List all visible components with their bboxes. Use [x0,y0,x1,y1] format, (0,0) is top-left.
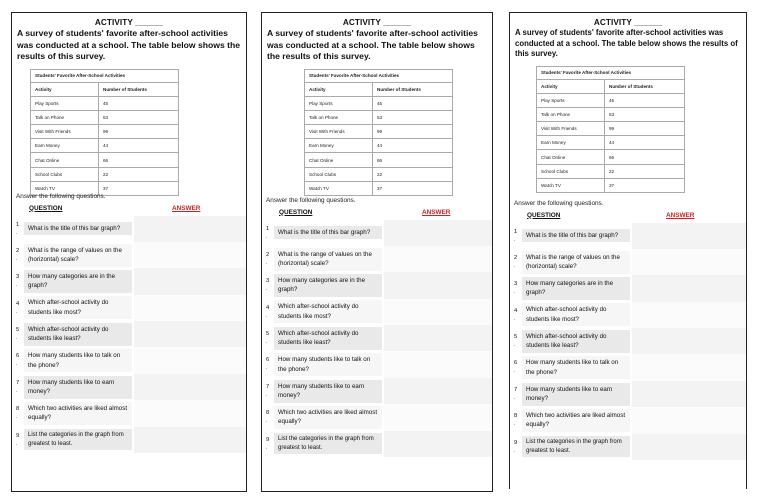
number-dot: . [514,236,516,243]
question-row [262,404,492,430]
count-cell: 53 [605,107,685,121]
question-number [262,356,274,371]
activity-cell: Visit With Friends [305,125,373,139]
worksheet-panel-3 [509,12,747,489]
column-header-count: Number of Students [605,79,685,93]
answer-space[interactable] [384,272,492,298]
table-row [305,139,453,153]
question-row [510,354,746,380]
question-number-label: 7 [266,383,270,390]
number-dot: . [16,335,18,342]
question-number-label: 7 [16,379,20,386]
activity-cell: Talk on Phone [31,110,99,124]
question-text: List the categories in the graph from greatest to least. [522,436,630,457]
count-cell: 45 [99,96,179,110]
question-number [12,221,24,236]
answer-space[interactable] [384,220,492,246]
count-cell: 45 [373,96,453,110]
number-dot: . [266,339,268,346]
activity-cell: Watch TV [537,178,605,192]
question-row [510,275,746,301]
question-row [262,299,492,325]
answer-header: ANSWER [172,204,201,212]
question-list [12,216,246,454]
column-header-count: Number of Students [373,82,453,96]
question-header: QUESTION [279,208,313,216]
question-number [510,412,522,427]
table-row [537,122,685,136]
question-row [12,347,246,373]
question-number-label: 6 [514,360,518,367]
activity-cell: Visit With Friends [31,125,99,139]
question-number [12,379,24,394]
answer-space[interactable] [384,246,492,272]
count-cell: 44 [605,136,685,150]
question-answer-header [262,206,492,218]
question-text: Which after-school activity do students like least? [24,323,132,346]
question-number [262,383,274,398]
question-number [510,280,522,295]
question-text: How many categories are in the graph? [274,274,382,297]
question-number [262,409,274,424]
number-dot: . [514,342,516,349]
question-number-label: 3 [16,274,20,281]
survey-intro: A survey of students' favorite after-school activities was conducted at a school. The table below shows the results of this survey. [267,28,478,61]
question-answer-header [12,202,246,214]
question-number [510,439,522,454]
answer-space[interactable] [632,354,746,380]
count-cell: 66 [373,153,453,167]
question-number-label: 7 [514,386,518,393]
column-header-activity: Activity [31,82,99,96]
table-row [537,136,685,150]
question-number [12,432,24,447]
question-row [12,268,246,294]
count-cell: 99 [373,125,453,139]
question-number-label: 2 [266,251,270,258]
question-number [510,333,522,348]
number-dot: . [514,289,516,296]
table-row [31,139,179,153]
question-row [262,246,492,272]
activity-cell: Earn Money [31,139,99,153]
count-cell: 53 [99,110,179,124]
survey-table [536,66,685,194]
question-text: How many students like to earn money? [24,376,132,399]
question-text: What is the title of this bar graph? [24,222,132,236]
question-text: List the categories in the graph from greatest to least. [274,433,382,454]
question-number-label: 1 [514,228,518,235]
answer-space[interactable] [632,249,746,275]
question-number [262,304,274,319]
answer-space[interactable] [134,427,246,453]
question-number-label: 8 [16,406,20,413]
question-number-label: 9 [16,432,20,439]
instructions: Answer the following questions. [514,199,604,207]
question-number-label: 2 [16,247,20,254]
table-row [31,125,179,139]
number-dot: . [16,361,18,368]
number-dot: . [16,414,18,421]
answer-header: ANSWER [422,208,451,216]
question-row [510,328,746,354]
question-number [12,273,24,288]
question-text: What is the title of this bar graph? [274,226,382,240]
answer-space[interactable] [134,242,246,268]
question-number [510,359,522,374]
question-row [12,400,246,426]
question-number [262,330,274,345]
answer-space[interactable] [632,434,746,460]
question-text: Which after-school activity do students like most? [24,296,132,319]
table-caption: Students' Favorite After-School Activities [31,69,179,82]
number-dot: . [16,440,18,447]
count-cell: 66 [605,150,685,164]
question-text: How many students like to talk on the phone? [274,353,382,376]
question-number-label: 5 [16,327,20,334]
count-cell: 66 [99,153,179,167]
question-text: What is the range of values on the (horizontal) scale? [522,251,630,274]
table-caption: Students' Favorite After-School Activities [305,69,453,82]
activity-cell: Chat Online [305,153,373,167]
activity-cell: Play Sports [305,96,373,110]
question-number-label: 6 [266,357,270,364]
count-cell: 99 [605,122,685,136]
activity-cell: Talk on Phone [305,110,373,124]
table-caption: Students' Favorite After-School Activities [537,66,685,79]
activity-cell: School Clubs [537,164,605,178]
survey-table [304,69,453,197]
question-text: Which after-school activity do students like least? [274,327,382,350]
question-row [262,431,492,457]
activity-cell: Earn Money [305,139,373,153]
survey-intro: A survey of students' favorite after-school activities was conducted at a school. The table below shows the results of this survey. [515,28,738,58]
question-number [510,254,522,269]
activity-cell: Play Sports [537,93,605,107]
count-cell: 22 [99,167,179,181]
question-list [262,220,492,458]
number-dot: . [266,391,268,398]
number-dot: . [16,282,18,289]
question-number [262,436,274,451]
count-cell: 44 [373,139,453,153]
number-dot: . [266,286,268,293]
question-number [510,228,522,243]
question-number-label: 9 [266,436,270,443]
table-row [537,93,685,107]
question-text: Which after-school activity do students like most? [522,303,630,326]
table-row [537,164,685,178]
activity-title: ACTIVITY ______ [593,18,663,27]
table-row [31,110,179,124]
survey-table [30,69,179,197]
question-row [262,220,492,246]
answer-space[interactable] [134,216,246,242]
answer-space[interactable] [134,268,246,294]
count-cell: 37 [605,178,685,192]
answer-space[interactable] [384,378,492,404]
number-dot: . [266,444,268,451]
activity-cell: Watch TV [305,181,373,195]
number-dot: . [266,418,268,425]
question-row [510,302,746,328]
question-number [12,326,24,341]
answer-space[interactable] [384,351,492,377]
question-number-label: 3 [514,281,518,288]
number-dot: . [266,312,268,319]
activity-cell: School Clubs [305,167,373,181]
activity-cell: Chat Online [31,153,99,167]
survey-intro: A survey of students' favorite after-school activities was conducted at a school. The table below shows the results of this survey. [17,28,241,61]
answer-space[interactable] [384,404,492,430]
question-list [510,223,746,461]
answer-space[interactable] [632,407,746,433]
number-dot: . [514,315,516,322]
question-number-label: 8 [514,413,518,420]
question-number [12,352,24,367]
answer-space[interactable] [134,400,246,426]
number-dot: . [16,308,18,315]
question-text: How many categories are in the graph? [522,277,630,300]
answer-space[interactable] [134,374,246,400]
number-dot: . [514,447,516,454]
question-row [262,351,492,377]
question-text: How many categories are in the graph? [24,270,132,293]
question-number-label: 6 [16,353,20,360]
number-dot: . [266,259,268,266]
question-text: How many students like to earn money? [522,383,630,406]
question-text: How many students like to talk on the phone? [522,356,630,379]
question-text: What is the range of values on the (horizontal) scale? [24,244,132,267]
question-row [12,295,246,321]
number-dot: . [514,262,516,269]
count-cell: 53 [373,110,453,124]
number-dot: . [16,229,18,236]
instructions: Answer the following questions. [16,192,106,200]
answer-space[interactable] [384,325,492,351]
count-cell: 37 [373,181,453,195]
question-text: Which two activities are liked almost equally? [274,406,382,429]
activity-cell: Watch TV [31,181,99,195]
activity-cell: School Clubs [31,167,99,181]
question-row [262,272,492,298]
number-dot: . [266,365,268,372]
answer-space[interactable] [632,328,746,354]
question-text: How many students like to earn money? [274,380,382,403]
question-text: What is the title of this bar graph? [522,229,630,243]
question-row [510,249,746,275]
question-row [262,325,492,351]
question-number-label: 4 [266,304,270,311]
count-cell: 45 [605,93,685,107]
activity-cell: Chat Online [537,150,605,164]
answer-space[interactable] [384,431,492,457]
activity-cell: Earn Money [537,136,605,150]
table-row [305,96,453,110]
activity-cell: Talk on Phone [537,107,605,121]
activity-cell: Visit With Friends [537,122,605,136]
question-text: Which after-school activity do students like most? [274,300,382,323]
question-number [262,277,274,292]
question-header: QUESTION [527,211,561,219]
answer-space[interactable] [632,223,746,249]
question-number [12,300,24,315]
column-header-activity: Activity [537,79,605,93]
number-dot: . [266,233,268,240]
answer-space[interactable] [632,381,746,407]
question-row [12,374,246,400]
answer-space[interactable] [384,299,492,325]
question-number-label: 9 [514,439,518,446]
instructions: Answer the following questions. [266,196,356,204]
table-row [31,167,179,181]
count-cell: 22 [373,167,453,181]
number-dot: . [16,387,18,394]
count-cell: 37 [99,181,179,195]
column-header-activity: Activity [305,82,373,96]
answer-space[interactable] [632,302,746,328]
question-row [262,378,492,404]
answer-space[interactable] [134,295,246,321]
question-number-label: 5 [514,334,518,341]
column-header-count: Number of Students [99,82,179,96]
question-header: QUESTION [29,204,63,212]
table-row [305,110,453,124]
answer-header: ANSWER [666,211,695,219]
question-text: List the categories in the graph from greatest to least. [24,429,132,450]
question-row [510,434,746,460]
number-dot: . [514,421,516,428]
worksheet-panel-2 [261,12,493,492]
question-text: Which after-school activity do students like least? [522,330,630,353]
question-number-label: 3 [266,278,270,285]
table-row [537,150,685,164]
question-number-label: 4 [514,307,518,314]
table-row [305,167,453,181]
activity-title: ACTIVITY ______ [342,18,412,27]
answer-space[interactable] [134,347,246,373]
question-number [510,386,522,401]
question-row [12,427,246,453]
activity-cell: Play Sports [31,96,99,110]
number-dot: . [514,368,516,375]
table-row [31,153,179,167]
table-row [537,107,685,121]
question-number-label: 1 [266,225,270,232]
count-cell: 22 [605,164,685,178]
question-text: Which two activities are liked almost equally? [522,409,630,432]
question-number-label: 2 [514,254,518,261]
question-row [510,381,746,407]
count-cell: 44 [99,139,179,153]
table-row [31,96,179,110]
question-number [262,225,274,240]
number-dot: . [16,255,18,262]
question-row [510,407,746,433]
question-number-label: 4 [16,300,20,307]
question-number [262,251,274,266]
question-text: Which two activities are liked almost equally? [24,402,132,425]
question-number [510,307,522,322]
question-text: What is the range of values on the (horizontal) scale? [274,248,382,271]
table-row [305,125,453,139]
answer-space[interactable] [134,321,246,347]
table-row [305,181,453,195]
worksheet-panel-1 [11,12,247,492]
question-number [12,405,24,420]
question-number-label: 8 [266,410,270,417]
question-text: How many students like to talk on the phone? [24,349,132,372]
question-row [12,321,246,347]
number-dot: . [514,394,516,401]
answer-space[interactable] [632,275,746,301]
activity-title: ACTIVITY ______ [94,18,164,27]
question-number [12,247,24,262]
question-number-label: 1 [16,221,20,228]
table-row [305,153,453,167]
question-row [12,242,246,268]
question-row [12,216,246,242]
table-row [537,178,685,192]
question-answer-header [510,209,746,221]
question-row [510,223,746,249]
count-cell: 99 [99,125,179,139]
question-number-label: 5 [266,331,270,338]
